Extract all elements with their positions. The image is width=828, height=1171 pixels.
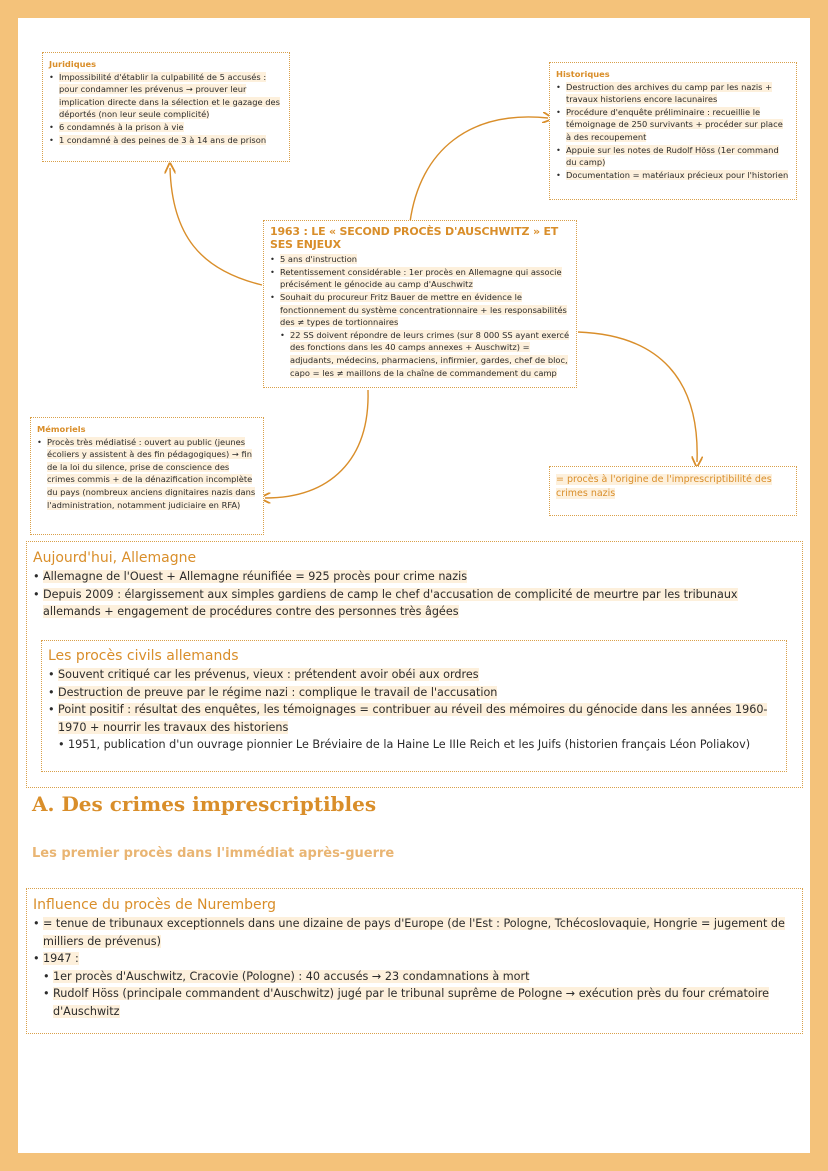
- list-item: • Documentation = matériaux précieux pour l'historien: [556, 169, 790, 182]
- list-item: • Procès très médiatisé : ouvert au public (jeunes écoliers y assistent à des fin pédagogiques) → fin de la loi du silence, prise de conscience des crimes commis + de la dénazification incomplète du pays (nombreux anciens dignitaires nazis dans l'administration, notamment judiciaire en RFA): [37, 436, 257, 512]
- central-title: 1963 : LE « SECOND PROCÈS D'AUSCHWITZ » ET SES ENJEUX: [270, 225, 559, 251]
- list-item: • = tenue de tribunaux exceptionnels dans une dizaine de pays d'Europe (de l'Est : Pologne, Tchécoslovaquie, Hongrie = jugement de milliers de prévenus): [33, 915, 796, 950]
- list-item: • 1947 :: [33, 950, 796, 968]
- nuremberg-box: [26, 888, 803, 1034]
- civils-box: [41, 640, 787, 772]
- section-heading: A. Des crimes imprescriptibles: [32, 792, 377, 816]
- juridiques-title: Juridiques: [49, 59, 97, 69]
- list-item: • Destruction des archives du camp par les nazis + travaux historiens encore lacunaires: [556, 81, 790, 106]
- section-subheading: Les premier procès dans l'immédiat après-guerre: [32, 846, 395, 861]
- list-subitem: • 1951, publication d'un ouvrage pionnier Le Bréviaire de la Haine Le IIIe Reich et les Juifs (historien français Léon Poliakov): [48, 736, 780, 754]
- imprescriptible-box: [549, 466, 797, 516]
- list-item: • Retentissement considérable : 1er procès en Allemagne qui associe précisément le génocide au camp d'Auschwitz: [270, 266, 570, 291]
- list-subitem: • 22 SS doivent répondre de leurs crimes (sur 8 000 SS ayant exercé des fonctions dans les 40 camps annexes + Auschwitz) = adjudants, médecins, pharmaciens, infirmier, gardes, chef de bloc, capo = les ≠ maillons de la chaîne de commandement du camp: [270, 329, 570, 379]
- list-item: • Procédure d'enquête préliminaire : recueillie le témoignage de 250 survivants + procéder sur place à des recoupement: [556, 106, 790, 144]
- aujourdhui-list: [33, 568, 796, 621]
- list-item: • Depuis 2009 : élargissement aux simples gardiens de camp le chef d'accusation de complicité de meurtre par les tribunaux allemands + engagement de procédures contre des personnes très âgées: [33, 586, 796, 621]
- civils-list: [48, 666, 780, 754]
- aujourdhui-box: [26, 541, 803, 788]
- juridiques-box: [42, 52, 290, 162]
- imprescriptible-text: = procès à l'origine de l'imprescriptibilité des crimes nazis: [556, 474, 772, 499]
- historiques-box: [549, 62, 797, 200]
- historiques-title: Historiques: [556, 69, 610, 79]
- list-item: • Appuie sur les notes de Rudolf Höss (1er command du camp): [556, 144, 790, 169]
- list-item: • Souhait du procureur Fritz Bauer de mettre en évidence le fonctionnement du système concentrationnaire + les responsabilités des ≠ types de tortionnaires: [270, 291, 570, 329]
- juridiques-list: [49, 71, 283, 147]
- nuremberg-list: [33, 915, 796, 1020]
- list-item: • Destruction de preuve par le régime nazi : complique le travail de l'accusation: [48, 684, 780, 702]
- aujourdhui-title: Aujourd'hui, Allemagne: [33, 550, 197, 566]
- list-item: • Souvent critiqué car les prévenus, vieux : prétendent avoir obéi aux ordres: [48, 666, 780, 684]
- historiques-list: [556, 81, 790, 182]
- memoriels-box: [30, 417, 264, 535]
- memoriels-title: Mémoriels: [37, 424, 86, 434]
- nuremberg-title: Influence du procès de Nuremberg: [33, 897, 276, 913]
- list-subitem: • Rudolf Höss (principale commandent d'Auschwitz) jugé par le tribunal suprême de Pologne → exécution près du four crématoire d'Auschwitz: [33, 985, 796, 1020]
- central-box: [263, 220, 577, 388]
- civils-title: Les procès civils allemands: [48, 648, 239, 664]
- list-item: • Allemagne de l'Ouest + Allemagne réunifiée = 925 procès pour crime nazis: [33, 568, 796, 586]
- list-subitem: • 1er procès d'Auschwitz, Cracovie (Pologne) : 40 accusés → 23 condamnations à mort: [33, 968, 796, 986]
- list-item: • Point positif : résultat des enquêtes, les témoignages = contribuer au réveil des mémoires du génocide dans les années 1960-1970 + nourrir les travaux des historiens: [48, 701, 780, 736]
- list-item: • 1 condamné à des peines de 3 à 14 ans de prison: [49, 134, 283, 147]
- list-item: • 5 ans d'instruction: [270, 253, 570, 266]
- central-list: [270, 253, 570, 379]
- list-item: • 6 condamnés à la prison à vie: [49, 121, 283, 134]
- list-item: • Impossibilité d'établir la culpabilité de 5 accusés : pour condamner les prévenus → prouver leur implication directe dans la sélection et le gazage des déportés (non leur seule complicité): [49, 71, 283, 121]
- memoriels-list: [37, 436, 257, 512]
